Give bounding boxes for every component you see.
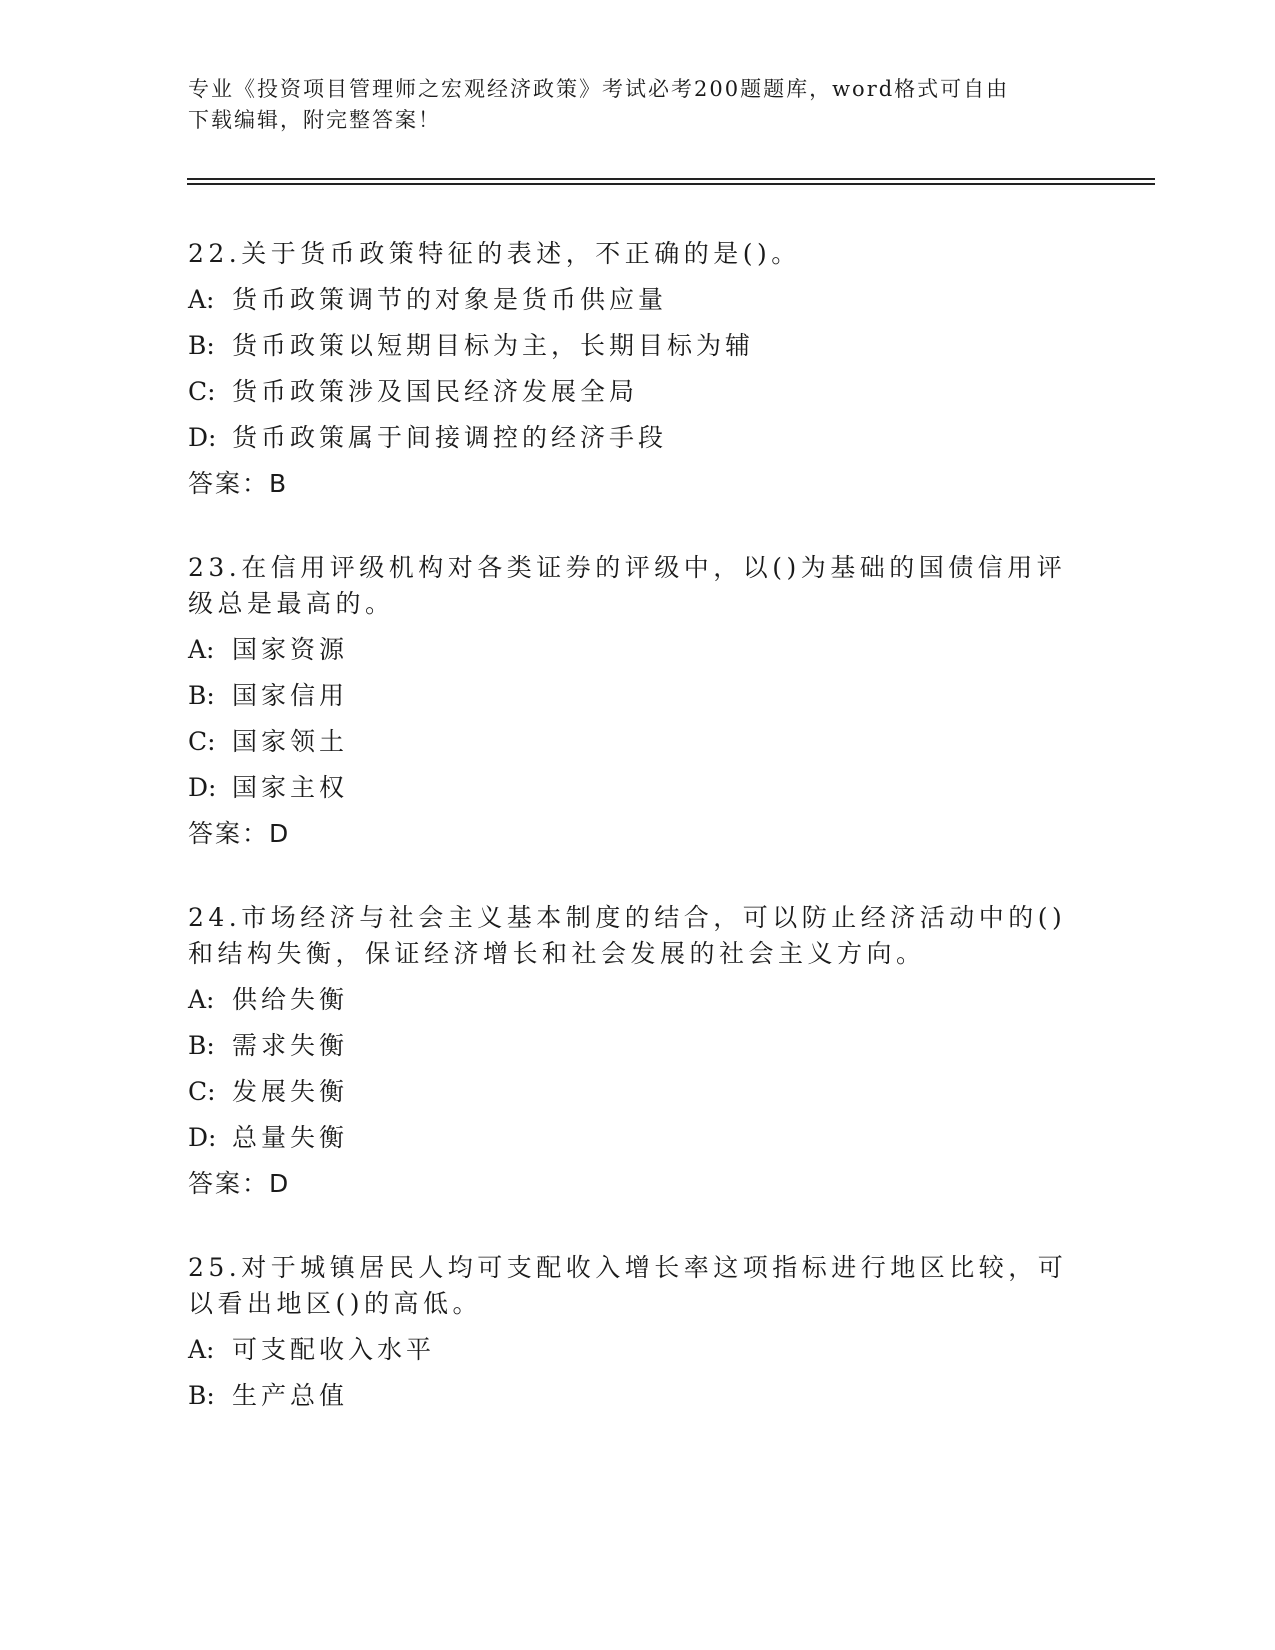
option-label: A:: [188, 1335, 215, 1364]
option-text: 货币政策属于间接调控的经济手段: [232, 423, 668, 452]
option-c: [188, 724, 1088, 760]
option-b: [188, 328, 1088, 364]
option-b: [188, 678, 1088, 714]
question-list: [188, 236, 1088, 1462]
answer: 答案：D: [188, 1169, 291, 1198]
option-text: 国家主权: [232, 773, 349, 802]
option-a: [188, 1332, 1088, 1368]
option-label: D:: [188, 1123, 217, 1152]
question-25: [188, 1250, 1088, 1414]
option-label: C:: [188, 1077, 216, 1106]
option-a: [188, 282, 1088, 318]
option-text: 需求失衡: [232, 1031, 349, 1060]
option-text: 货币政策涉及国民经济发展全局: [232, 377, 639, 406]
option-c: [188, 374, 1088, 410]
option-b: [188, 1378, 1088, 1414]
header-rule-bottom: [187, 183, 1155, 185]
option-label: C:: [188, 727, 216, 756]
answer: 答案：B: [188, 469, 289, 498]
option-text: 生产总值: [232, 1381, 349, 1410]
option-label: B:: [188, 331, 215, 360]
option-b: [188, 1028, 1088, 1064]
question-23: [188, 550, 1088, 852]
option-a: [188, 632, 1088, 668]
document-header: [188, 74, 1088, 136]
option-d: [188, 1120, 1088, 1156]
option-text: 货币政策以短期目标为主，长期目标为辅: [232, 331, 755, 360]
option-text: 货币政策调节的对象是货币供应量: [232, 285, 668, 314]
header-line-1: 专业《投资项目管理师之宏观经济政策》考试必考200题题库，word格式可自由: [188, 77, 1010, 101]
question-22: [188, 236, 1088, 502]
question-24: [188, 900, 1088, 1202]
option-label: A:: [188, 285, 215, 314]
option-d: [188, 420, 1088, 456]
option-text: 发展失衡: [232, 1077, 349, 1106]
option-text: 可支配收入水平: [232, 1335, 436, 1364]
option-label: D:: [188, 423, 217, 452]
option-text: 总量失衡: [232, 1123, 349, 1152]
question-text: 24.市场经济与社会主义基本制度的结合，可以防止经济活动中的()和结构失衡，保证经济增长和社会发展的社会主义方向。: [188, 903, 1067, 968]
question-text: 22.关于货币政策特征的表述，不正确的是()。: [188, 239, 801, 268]
question-text: 23.在信用评级机构对各类证券的评级中，以()为基础的国债信用评级总是最高的。: [188, 553, 1067, 618]
option-label: C:: [188, 377, 216, 406]
option-label: D:: [188, 773, 217, 802]
header-rule-top: [187, 178, 1155, 180]
option-label: A:: [188, 985, 215, 1014]
question-text: 25.对于城镇居民人均可支配收入增长率这项指标进行地区比较，可以看出地区()的高低。: [188, 1253, 1068, 1318]
option-label: B:: [188, 681, 215, 710]
option-d: [188, 770, 1088, 806]
header-line-2: 下载编辑，附完整答案！: [188, 108, 441, 132]
option-text: 国家领土: [232, 727, 349, 756]
option-label: B:: [188, 1381, 215, 1410]
option-label: A:: [188, 635, 215, 664]
option-c: [188, 1074, 1088, 1110]
option-label: B:: [188, 1031, 215, 1060]
option-text: 供给失衡: [232, 985, 349, 1014]
option-text: 国家信用: [232, 681, 349, 710]
option-text: 国家资源: [232, 635, 349, 664]
option-a: [188, 982, 1088, 1018]
answer: 答案：D: [188, 819, 291, 848]
